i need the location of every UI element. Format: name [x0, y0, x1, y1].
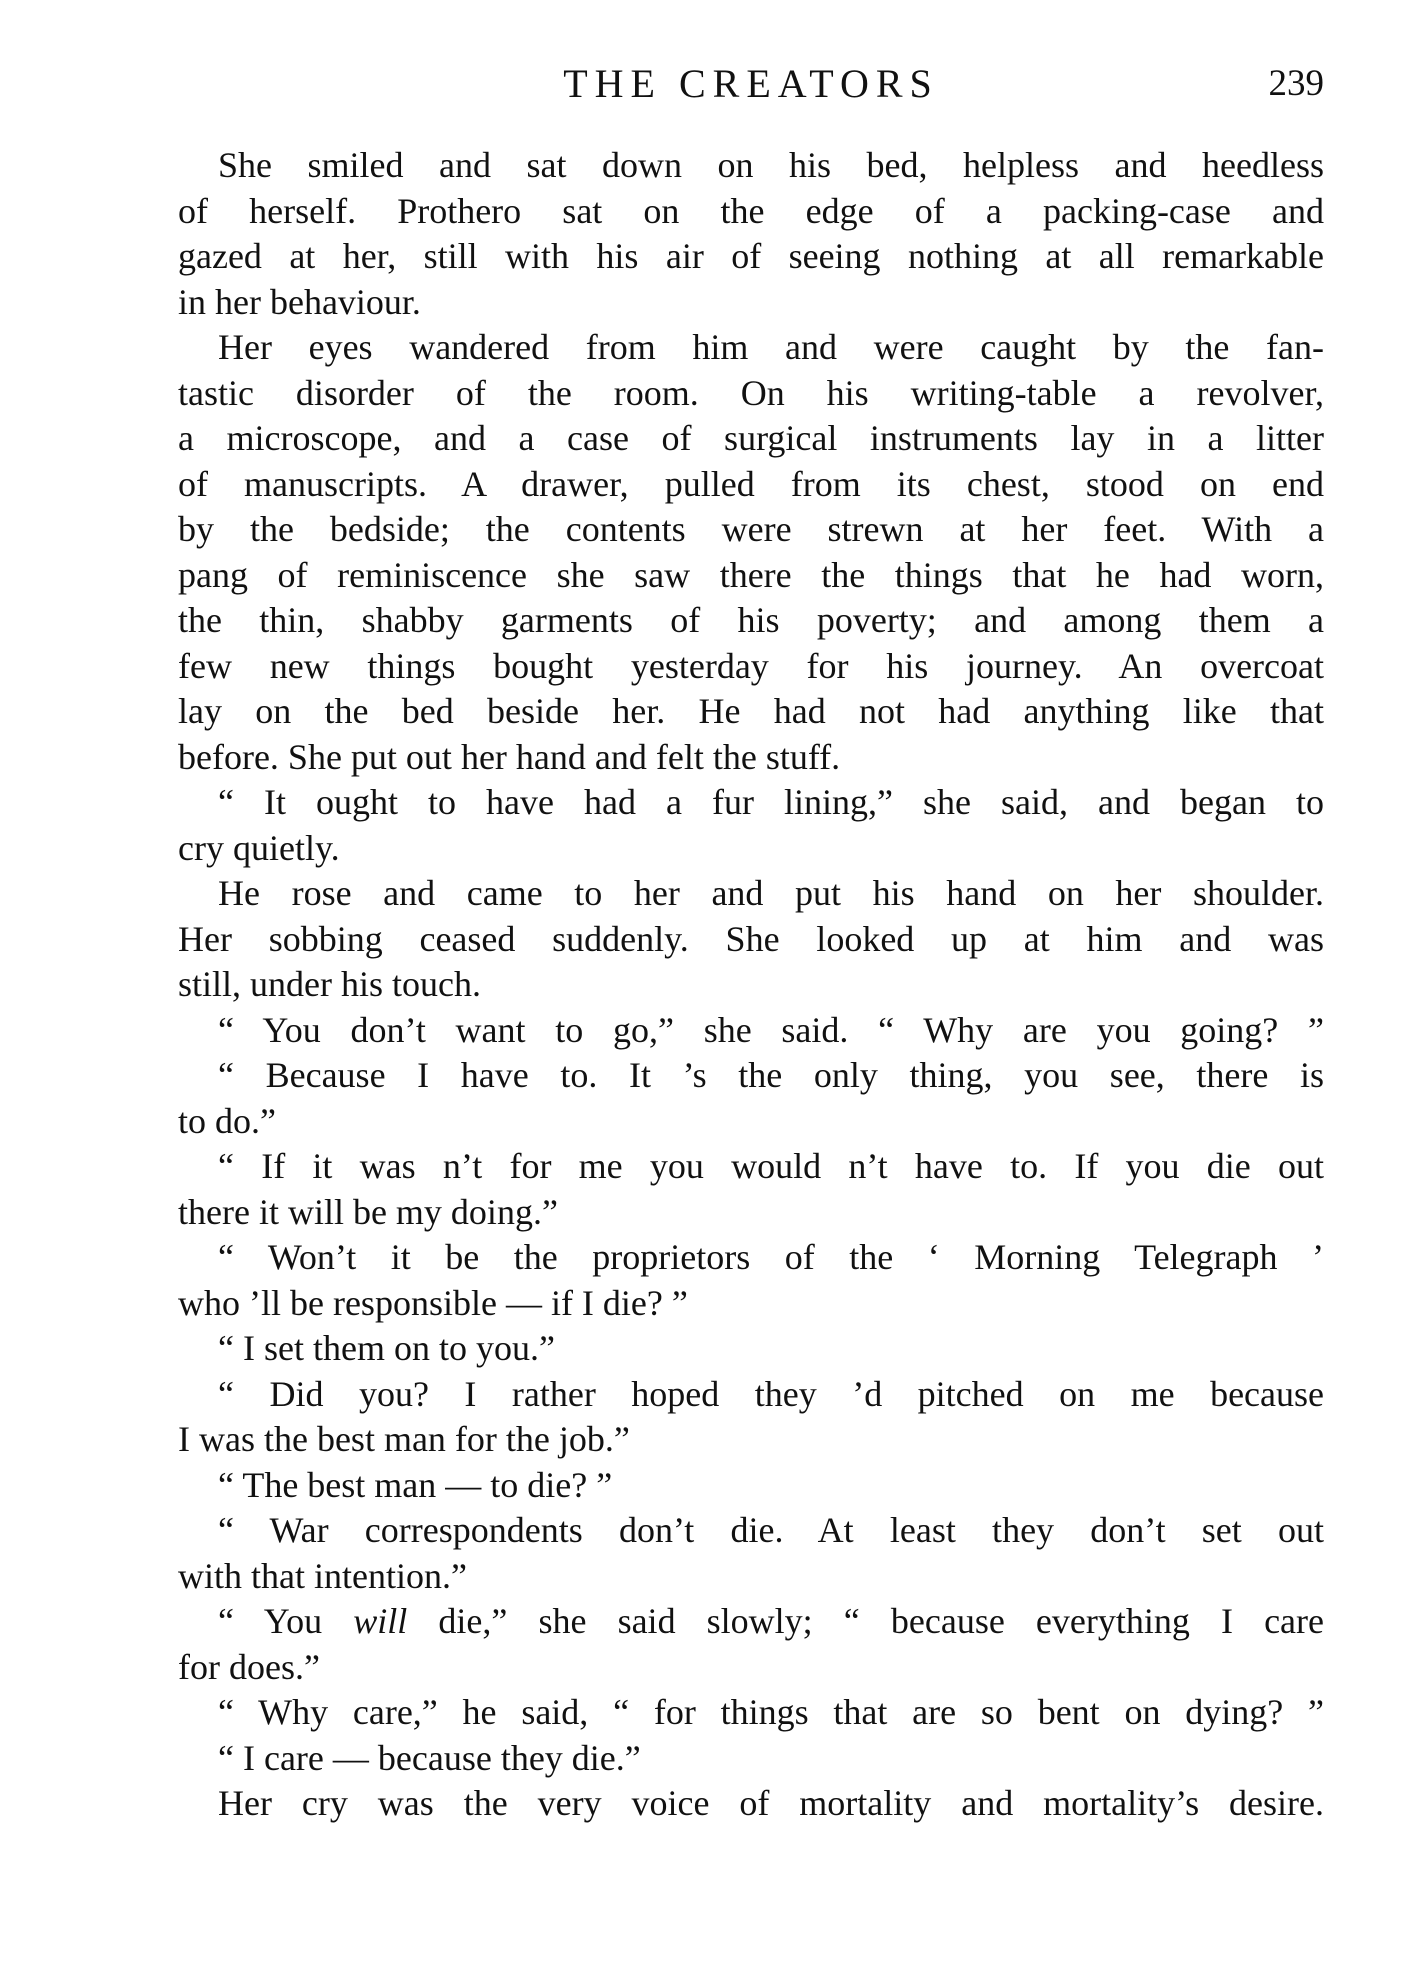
text-line: She smiled and sat down on his bed, helpless and heedless: [218, 145, 1324, 185]
text-line: by the bedside; the contents were strewn at her feet. With a: [178, 509, 1324, 549]
text-line: “ I set them on to you.”: [218, 1328, 555, 1368]
text-line: in her behaviour.: [178, 281, 421, 322]
text-run: “ You: [218, 1601, 354, 1641]
text-line: “ Did you? I rather hoped they ’d pitched on me because: [218, 1373, 1324, 1414]
text-line: cry quietly.: [178, 827, 340, 868]
text-line: pang of reminiscence she saw there the things that he had worn,: [178, 554, 1324, 595]
text-line: “ You don’t want to go,” she said. “ Why are you going? ”: [218, 1009, 1324, 1050]
text-line: of manuscripts. A drawer, pulled from its chest, stood on end: [178, 463, 1324, 504]
text-line: He rose and came to her and put his hand on her shoulder.: [218, 873, 1324, 913]
text-line: the thin, shabby garments of his poverty; and among them a: [178, 600, 1324, 640]
text-line: “ I care — because they die.”: [218, 1737, 641, 1778]
text-line: “ War correspondents don’t die. At least they don’t set out: [218, 1510, 1324, 1550]
text-line: for does.”: [178, 1646, 320, 1687]
text-line: Her cry was the very voice of mortality and mortality’s desire.: [218, 1783, 1324, 1823]
text-line: with that intention.”: [178, 1555, 467, 1596]
text-line: “ The best man — to die? ”: [218, 1464, 613, 1505]
text-line: [178, 1599, 1324, 1645]
body-text: [178, 143, 1324, 1827]
text-line: still, under his touch.: [178, 964, 481, 1004]
running-title: THE CREATORS: [563, 61, 939, 106]
text-line: “ It ought to have had a fur lining,” she said, and began to: [218, 782, 1324, 822]
italic-word: will: [353, 1601, 408, 1641]
text-line: lay on the bed beside her. He had not had anything like that: [178, 691, 1324, 731]
text-line: a microscope, and a case of surgical instruments lay in a litter: [178, 418, 1324, 458]
text-line: there it will be my doing.”: [178, 1191, 558, 1232]
text-line: tastic disorder of the room. On his writing-table a revolver,: [178, 372, 1324, 413]
text-line: Her sobbing ceased suddenly. She looked up at him and was: [178, 918, 1324, 959]
text-line: of herself. Prothero sat on the edge of a packing-case and: [178, 190, 1324, 231]
text-line: “ If it was n’t for me you would n’t have to. If you die out: [218, 1146, 1324, 1186]
text-line: “ Because I have to. It ’s the only thing, you see, there is: [218, 1055, 1324, 1095]
text-line: “ Won’t it be the proprietors of the ‘ Morning Telegraph ’: [218, 1237, 1324, 1277]
text-line: who ’ll be responsible — if I die? ”: [178, 1282, 688, 1323]
running-head: [178, 58, 1324, 110]
page-number: 239: [1268, 63, 1324, 104]
text-line: few new things bought yesterday for his journey. An overcoat: [178, 645, 1324, 686]
text-line: “ Why care,” he said, “ for things that are so bent on dying? ”: [218, 1692, 1324, 1732]
text-line: Her eyes wandered from him and were caught by the fan-: [218, 327, 1324, 367]
text-line: to do.”: [178, 1100, 276, 1141]
text-line: before. She put out her hand and felt the stuff.: [178, 736, 841, 777]
text-run: die,” she said slowly; “ because everything I care: [407, 1601, 1324, 1641]
text-line: I was the best man for the job.”: [178, 1419, 630, 1459]
text-line: gazed at her, still with his air of seeing nothing at all remarkable: [178, 236, 1324, 276]
